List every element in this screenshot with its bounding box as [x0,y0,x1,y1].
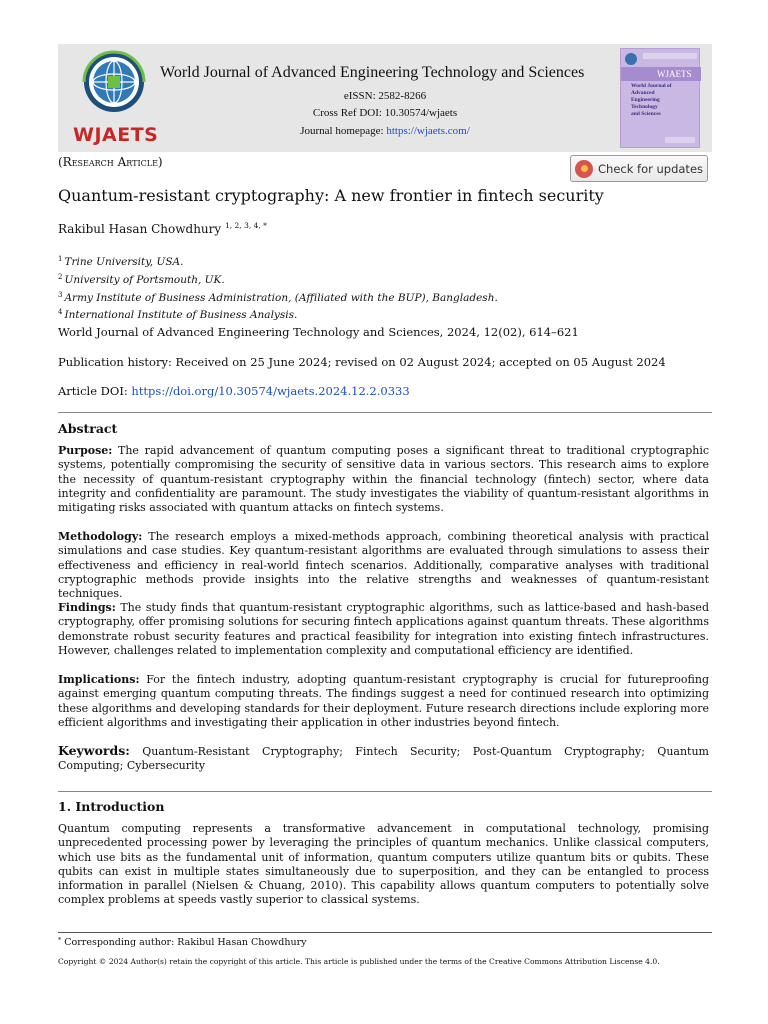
crossmark-icon [575,160,593,178]
abstract-findings: Findings: The study finds that quantum-resistant cryptographic algorithms, such as lattice-based and hash-based cryptography, offer promising solutions for securing fintech applications against quantum threats. These algorithms demonstrate robust security features and practical feasibility for integration into existing fintech infrastructures. However, challenges related to implementation complexity and computational efficiency are identified. [58,601,709,657]
check-for-updates-label: Check for updates [598,161,704,176]
article-type: (Research Article) [58,155,163,169]
author-affiliation-marks: 1, 2, 3, 4, * [225,221,267,230]
keywords-label: Keywords: [58,743,130,758]
paper-title: Quantum-resistant cryptography: A new frontier in fintech security [58,186,604,205]
journal-crossref-doi: Cross Ref DOI: 10.30574/wjaets [312,107,458,119]
cover-badge-icon [625,53,637,65]
abstract-implications: Implications: For the fintech industry, adopting quantum-resistant cryptography is crucial for futureproofing against emerging quantum computing threats. The findings suggest a need for continued research into optimizing these algorithms and developing standards for their deployment. Future research directions include exploring more efficient algorithms and investigating their application in other industries beyond fintech. [58,673,709,729]
doi-link[interactable]: https://doi.org/10.30574/wjaets.2024.12.2.0333 [131,384,410,398]
check-for-updates-button[interactable] [570,155,708,182]
cover-title: World Journal of Advanced Engineering Technology and Sciences [631,83,672,117]
copyright-notice: Copyright © 2024 Author(s) retain the copyright of this article. This article is published under the terms of the Creative Commons Attribution Liscense 4.0. [58,957,660,966]
publication-history: Publication history: Received on 25 June 2024; revised on 02 August 2024; accepted on 05 August 2024 [58,355,666,369]
journal-logo-text: WJAETS [73,124,159,146]
homepage-label: Journal homepage: [300,125,387,137]
abstract-heading: Abstract [58,421,118,436]
journal-title: World Journal of Advanced Engineering Technology and Sciences [160,64,585,81]
journal-homepage [160,125,610,137]
affiliation-item: $^4$ International Institute of Business Analysis. [58,308,298,322]
homepage-link[interactable]: https://wjaets.com/ [386,125,470,137]
journal-cover-image [620,48,700,148]
divider [58,791,712,792]
introduction-text: Quantum computing represents a transformative advancement in computational technology, promising unprecedented processing power by leveraging the principles of quantum mechanics. Unlike classical computers, which use bits as the fundamental unit of information, quantum computers utilize quantum bits or qubits. These qubits can exist in multiple states simultaneously due to superposition, and they can be entangled to process information in parallel (Nielsen & Chuang, 2010). This capability allows quantum computers to potentially solve complex problems at speeds vastly superior to classical systems. [58,822,709,907]
article-doi [58,384,718,398]
corresponding-author-footnote: * Corresponding author: Rakibul Hasan Chowdhury [58,936,307,948]
affiliation-item: $^2$ University of Portsmouth, UK. [58,272,225,286]
keywords-text: Quantum-Resistant Cryptography; Fintech Security; Post-Quantum Cryptography; Quantum Computing; Cybersecurity [58,745,709,773]
introduction-heading: 1. Introduction [58,799,165,814]
abstract-methodology: Methodology: The research employs a mixed-methods approach, combining theoretical analysis with practical simulations and case studies. Key quantum-resistant algorithms are evaluated through simulations to assess their effectiveness and efficiency in real-world fintech scenarios. Additionally, comparative analyses with traditional cryptographic methods provide insights into the relative strengths and weaknesses of quantum-resistant techniques. [58,530,709,601]
journal-eissn: eISSN: 2582-8266 [343,90,427,102]
affiliation-item: $^1$ Trine University, USA. [58,255,184,268]
doi-label: Article DOI: [58,384,132,398]
abstract-purpose: Purpose: The rapid advancement of quantum computing poses a significant threat to traditional cryptographic systems, potentially compromising the security of sensitive data in various sectors. This research aims to explore the necessity of quantum-resistant cryptography within the financial technology (fintech) sector, where data integrity and confidentiality are paramount. The study investigates the viability of quantum-resistant algorithms in mitigating risks associated with quantum attacks on fintech systems. [58,444,709,515]
affiliations-list [58,252,708,323]
affiliation-item: $^3$ Army Institute of Business Administration, (Affiliated with the BUP), Bangladesh. [58,290,498,304]
author-line [58,221,267,236]
author-name: Rakibul Hasan Chowdhury [58,222,222,236]
footnote-divider [58,932,712,933]
citation-line: World Journal of Advanced Engineering Technology and Sciences, 2024, 12(02), 614–621 [58,325,579,339]
divider [58,412,712,413]
keywords [58,744,709,774]
cover-abbr: WJAETS [657,69,692,79]
